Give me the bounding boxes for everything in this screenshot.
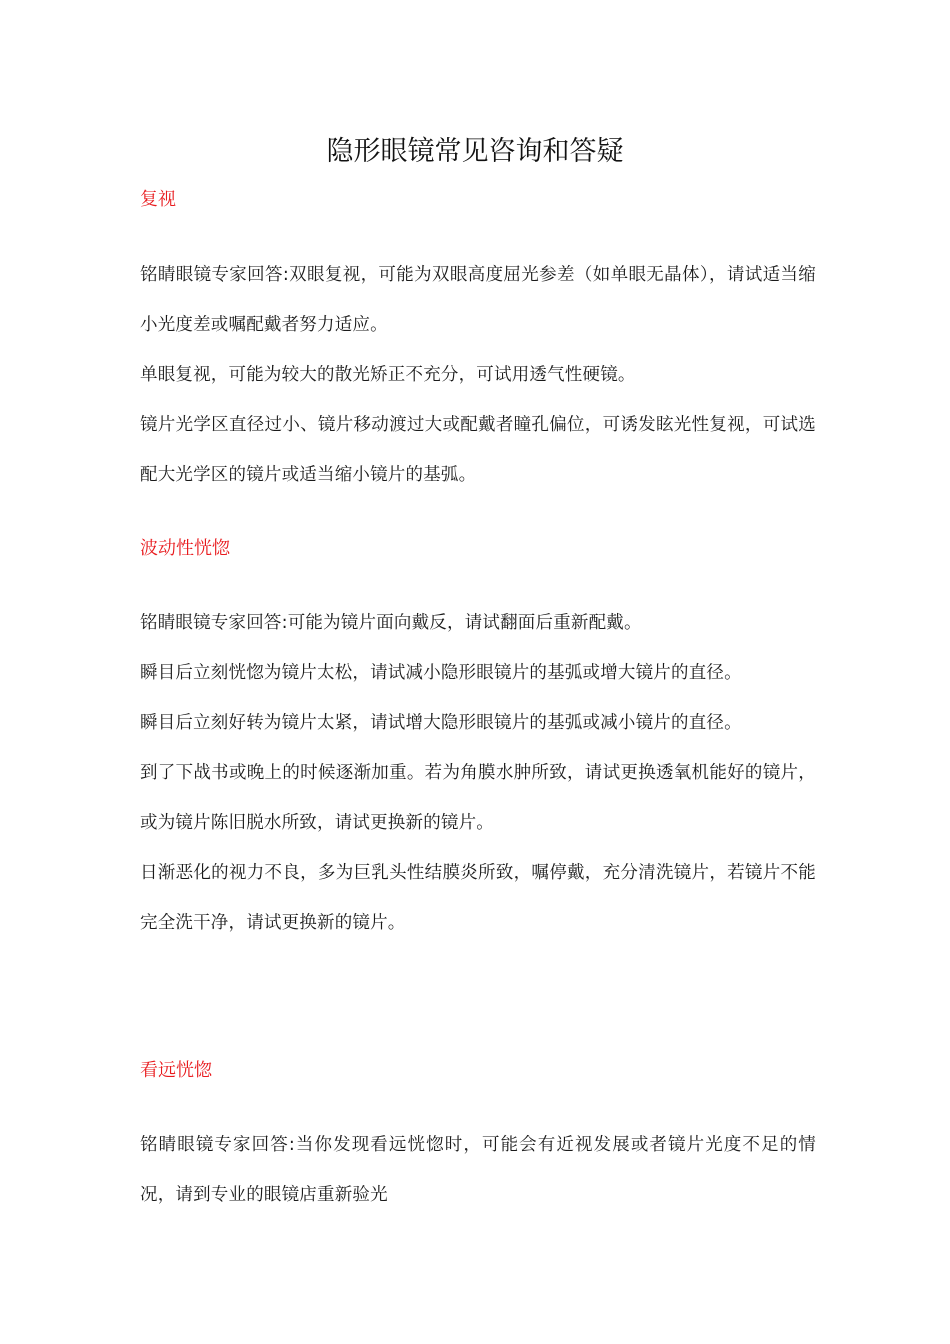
paragraph: 瞬目后立刻恍惚为镜片太松，请试减小隐形眼镜片的基弧或增大镜片的直径。 xyxy=(140,663,742,683)
section-heading-double-vision: 复视 xyxy=(140,189,176,210)
section-heading-distance-blur: 看远恍惚 xyxy=(140,1060,212,1081)
paragraph: 铭睛眼镜专家回答:可能为镜片面向戴反，请试翻面后重新配戴。 xyxy=(140,613,642,633)
paragraph: 铭睛眼镜专家回答:双眼复视，可能为双眼高度屈光参差（如单眼无晶体），请试适当缩小光度差或嘱配戴者努力适应。 xyxy=(140,265,816,335)
page-title: 隐形眼镜常见咨询和答疑 xyxy=(326,136,624,167)
paragraph: 铭睛眼镜专家回答:当你发现看远恍惚时，可能会有近视发展或者镜片光度不足的情况，请到专业的眼镜店重新验光 xyxy=(140,1135,816,1205)
paragraph: 瞬目后立刻好转为镜片太紧，请试增大隐形眼镜片的基弧或减小镜片的直径。 xyxy=(140,713,742,733)
section-heading-fluctuating-blur: 波动性恍惚 xyxy=(140,538,230,559)
paragraph: 镜片光学区直径过小、镜片移动渡过大或配戴者瞳孔偏位，可诱发眩光性复视，可试选配大光学区的镜片或适当缩小镜片的基弧。 xyxy=(140,415,816,485)
paragraph: 日渐恶化的视力不良，多为巨乳头性结膜炎所致，嘱停戴，充分清洗镜片，若镜片不能完全洗干净，请试更换新的镜片。 xyxy=(140,863,816,933)
paragraph: 到了下战书或晚上的时候逐渐加重。若为角膜水肿所致，请试更换透氧机能好的镜片，或为镜片陈旧脱水所致，请试更换新的镜片。 xyxy=(140,763,816,833)
paragraph: 单眼复视，可能为较大的散光矫正不充分，可试用透气性硬镜。 xyxy=(140,365,636,385)
